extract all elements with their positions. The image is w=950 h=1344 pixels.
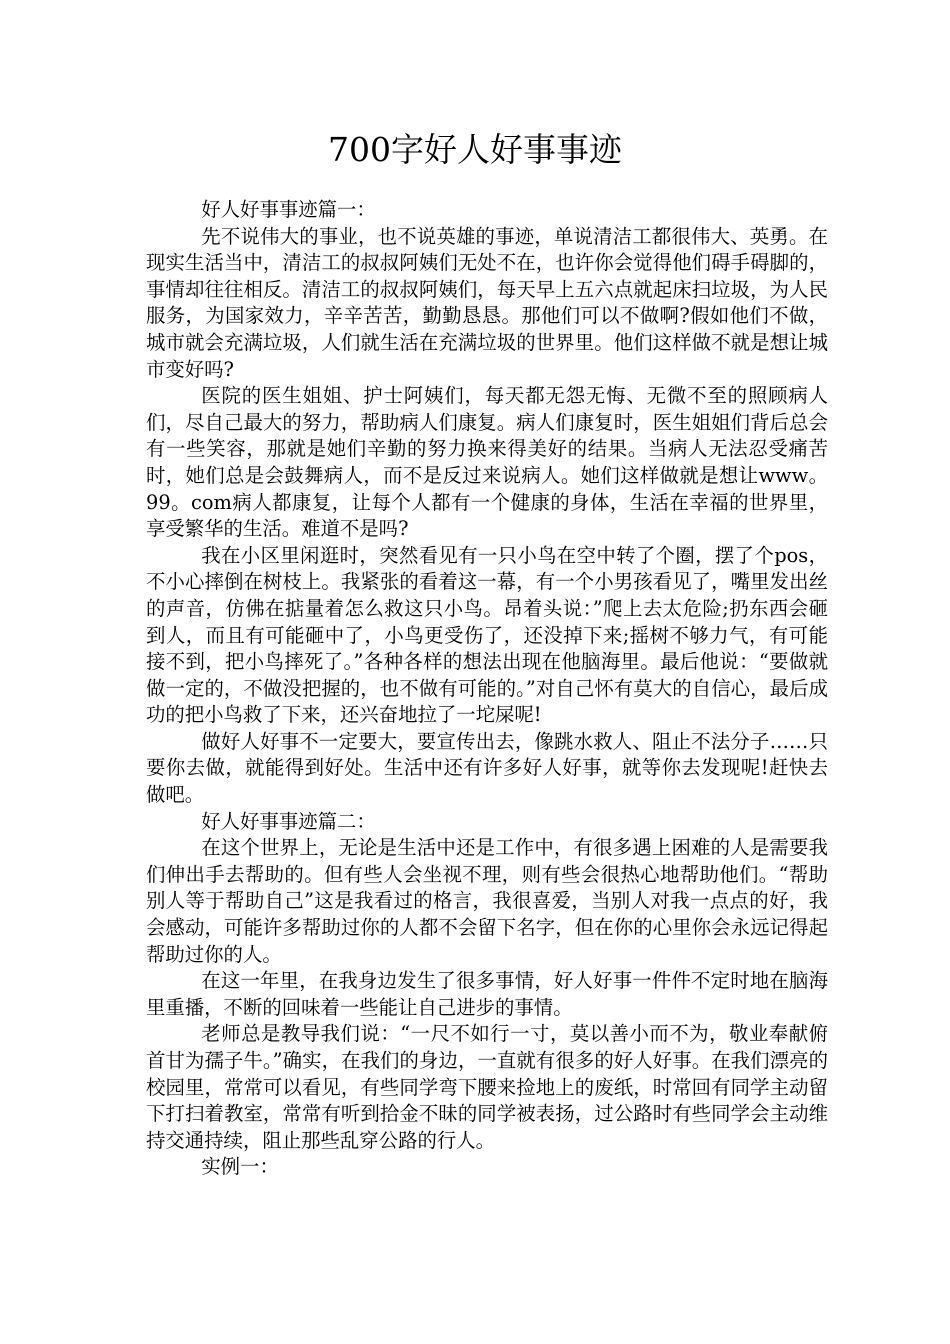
document-body <box>146 197 828 1181</box>
paragraph: 在这个世界上，无论是生活中还是工作中，有很多遇上困难的人是需要我们伸出手去帮助的。但有些人会坐视不理，则有些会很热心地帮助他们。“帮助别人等于帮助自己”这是我看过的格言，我很喜爱，当别人对我一点点的好，我会感动，可能许多帮助过你的人都不会留下名字，但在你的心里你会永远记得起帮助过你的人。 <box>146 836 828 966</box>
example-heading: 实例一： <box>201 1155 279 1179</box>
paragraph: 先不说伟大的事业，也不说英雄的事迹，单说清洁工都很伟大、英勇。在现实生活当中，清洁工的叔叔阿姨们无处不在，也许你会觉得他们碍手碍脚的，事情却往往相反。清洁工的叔叔阿姨们，每天早上五六点就起床扫垃圾，为人民服务，为国家效力，辛辛苦苦，勤勤恳恳。那他们可以不做啊?假如他们不做，城市就会充满垃圾，人们就生活在充满垃圾的世界里。他们这样做不就是想让城市变好吗? <box>146 224 828 381</box>
section-heading-1: 好人好事事迹篇一： <box>201 198 376 221</box>
paragraph: 做好人好事不一定要大，要宣传出去，像跳水救人、阻止不法分子……只要你去做，就能得到好处。生活中还有许多好人好事，就等你去发现呢!赶快去做吧。 <box>146 729 828 807</box>
paragraph: 在这一年里，在我身边发生了很多事情，好人好事一件件不定时地在脑海里重播，不断的回味着一些能让自己进步的事情。 <box>146 969 828 1019</box>
paragraph: 医院的医生姐姐、护士阿姨们，每天都无怨无悔、无微不至的照顾病人们，尽自己最大的努力，帮助病人们康复。病人们康复时，医生姐姐们背后总会有一些笑容，那就是她们辛勤的努力换来得美好的结果。当病人无法忍受痛苦时，她们总是会鼓舞病人，而不是反过来说病人。她们这样做就是想让www。99。com病人都康复，让每个人都有一个健康的身体，生活在幸福的世界里，享受繁华的生活。难道不是吗? <box>146 384 828 541</box>
paragraph: 我在小区里闲逛时，突然看见有一只小鸟在空中转了个圈，摆了个pos，不小心摔倒在树枝上。我紧张的看着这一幕，有一个小男孩看见了，嘴里发出丝的声音，仿佛在掂量着怎么救这只小鸟。昂着头说：”爬上去太危险;扔东西会砸到人，而且有可能砸中了，小鸟更受伤了，还没掉下来;摇树不够力气，有可能接不到，把小鸟摔死了。”各种各样的想法出现在他脑海里。最后他说：“要做就做一定的，不做没把握的，也不做有可能的。”对自己怀有莫大的自信心，最后成功的把小鸟救了下来，还兴奋地拉了一坨屎呢! <box>146 543 828 727</box>
document-title: 700字好人好事事迹 <box>328 130 622 169</box>
section-heading-2: 好人好事事迹篇二： <box>201 809 376 833</box>
paragraph: 老师总是教导我们说：“一尺不如行一寸，莫以善小而不为，敬业奉献俯首甘为孺子牛。”确实，在我们的身边，一直就有很多的好人好事。在我们漂亮的校园里，常常可以看见，有些同学弯下腰来捡地上的废纸，时常回有同学主动留下打扫着教室，常常有听到拾金不昧的同学被表扬，过公路时有些同学会主动维持交通持续，阻止那些乱穿公路的行人。 <box>146 1022 828 1152</box>
